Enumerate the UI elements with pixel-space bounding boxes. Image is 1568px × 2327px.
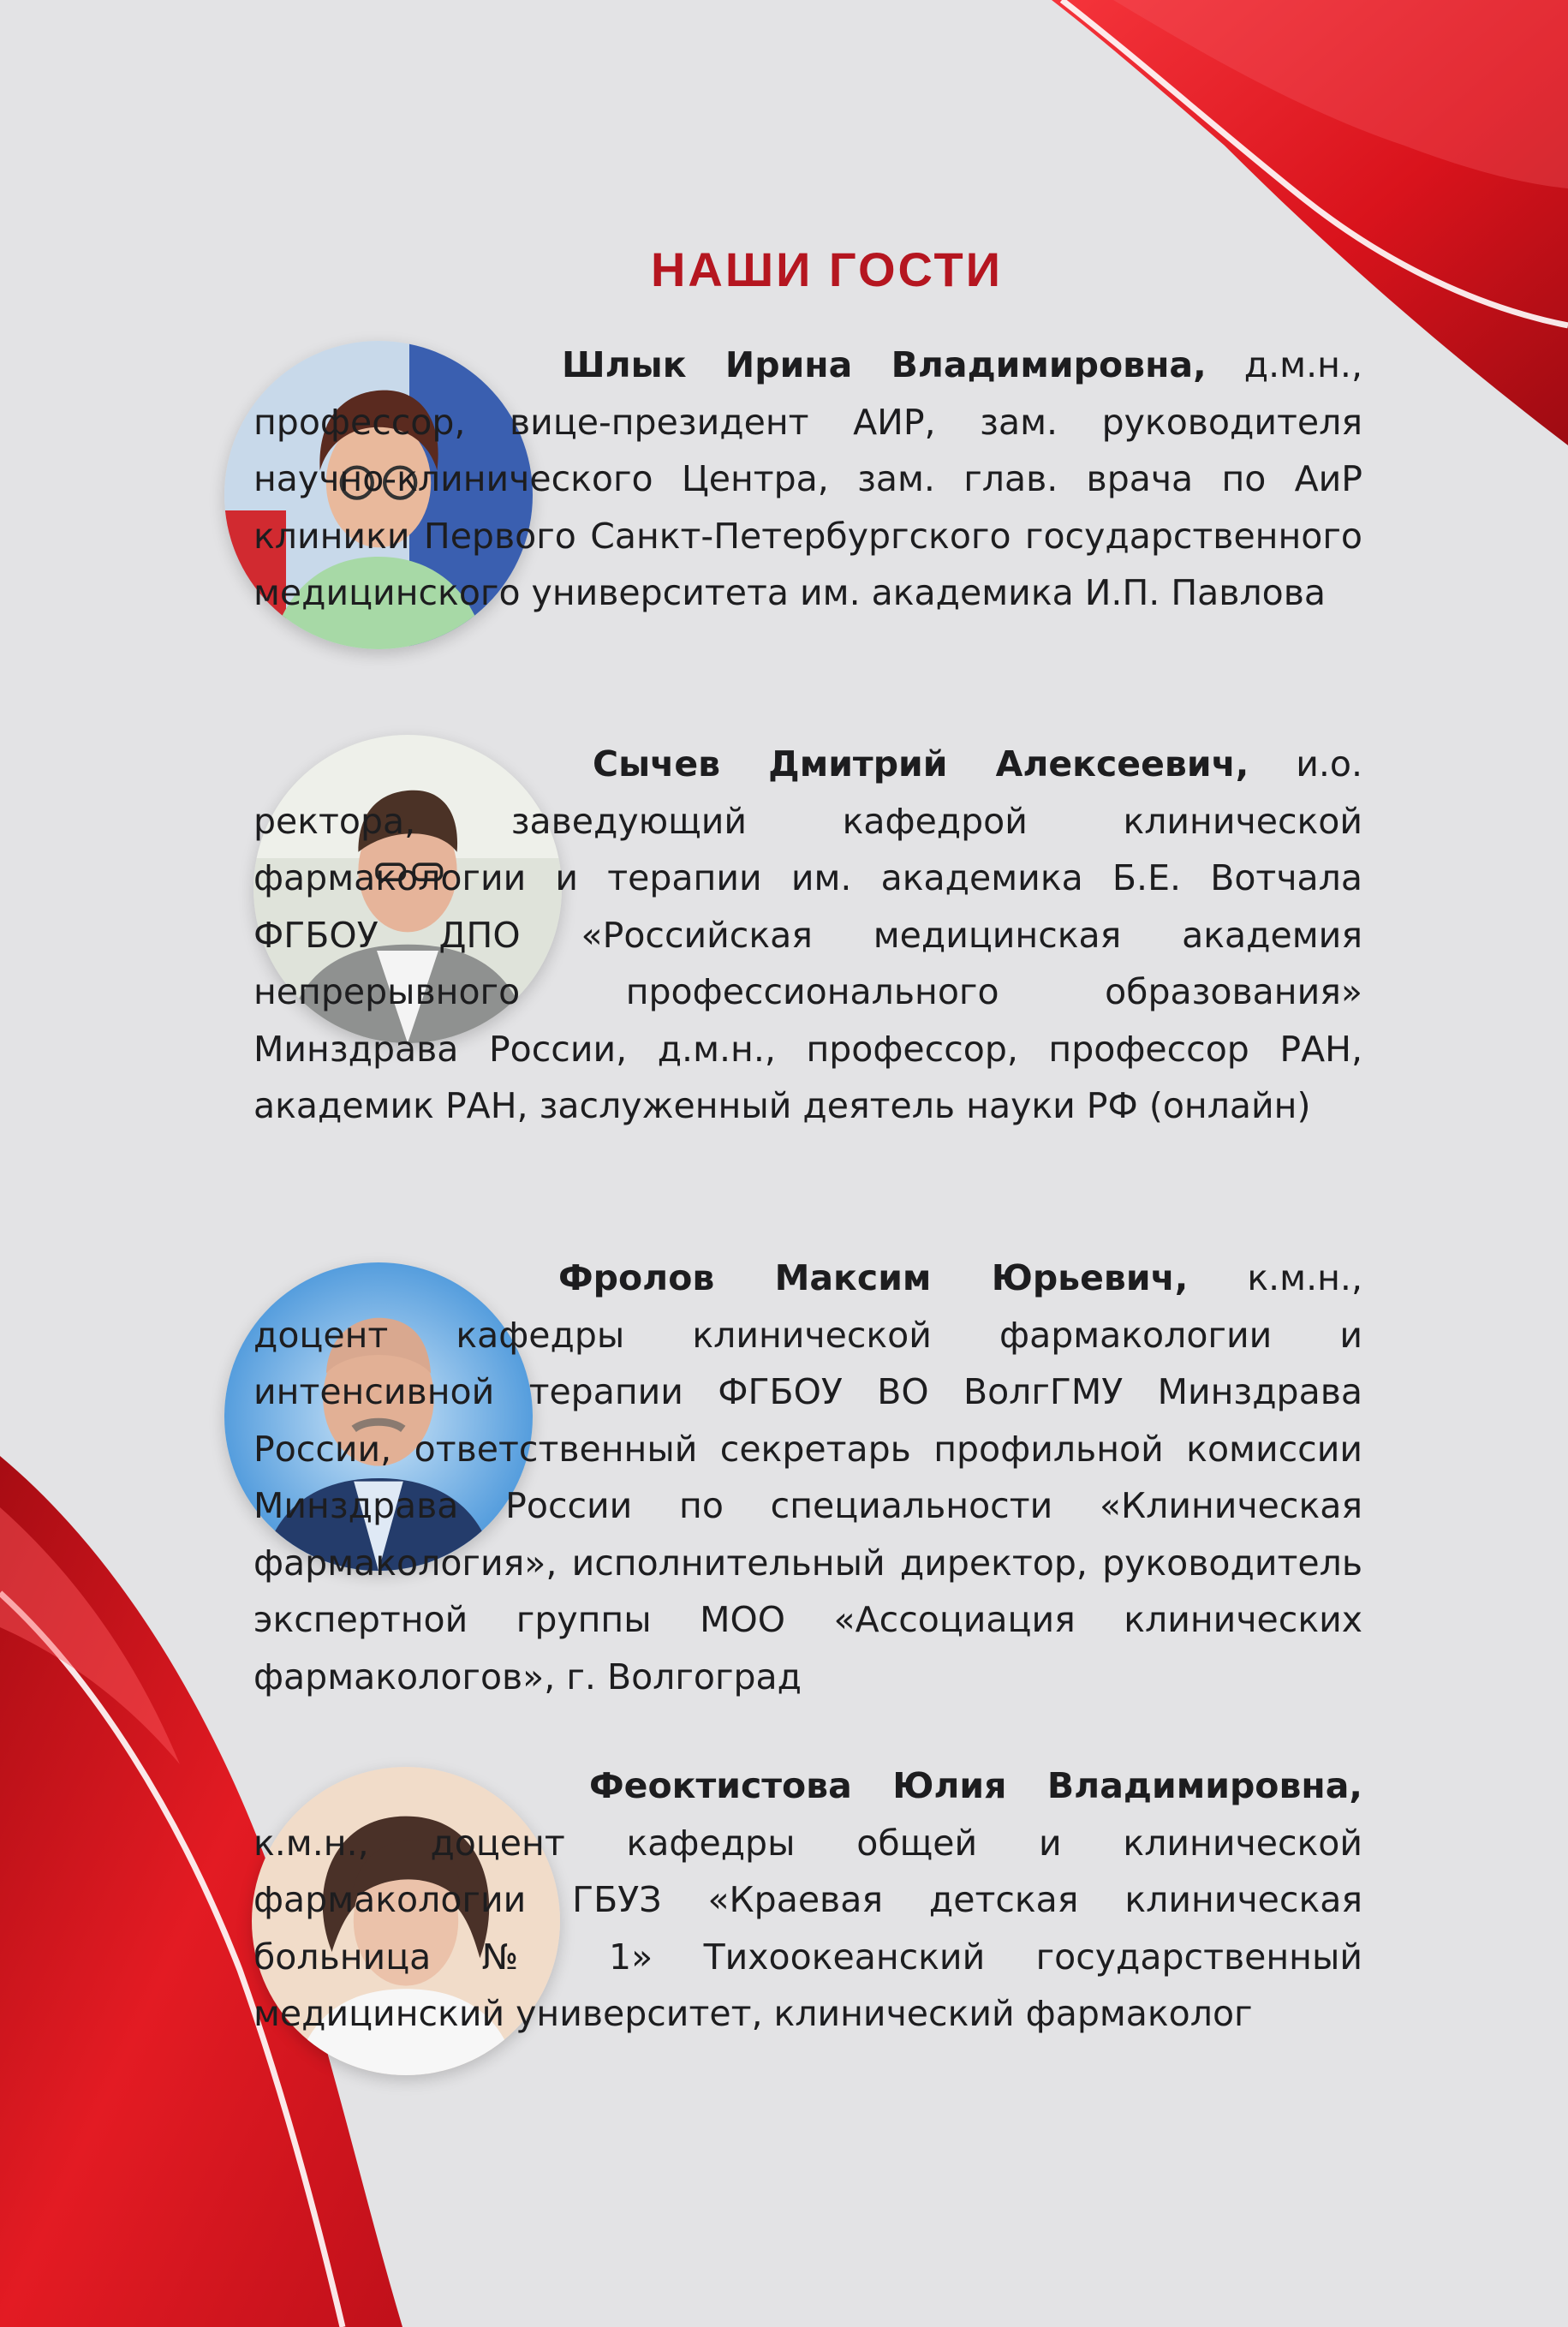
guest-description: к.м.н., доцент кафедры клинической фармакологии и интенсивной терапии ФГБОУ ВО ВолгГМУ Минздрава России, ответственный секретарь профильной комиссии Минздрава России по специальности «Клиническая фармакология», исполнительный директор, руководитель экспертной группы МОО «Ассоциация клинических фармакологов», г. Волгоград: [253, 1257, 1362, 1698]
guest-name: Фролов Максим Юрьевич,: [558, 1257, 1189, 1298]
page-title: НАШИ ГОСТИ: [650, 242, 1004, 296]
guest-name: Сычев Дмитрий Алексеевич,: [593, 743, 1249, 785]
guest-bio: [253, 1250, 1362, 1705]
guest-bio: [253, 736, 1362, 1135]
guest-description: к.м.н., доцент кафедры общей и клинической фармакологии ГБУЗ «Краевая детская клиническая больница № 1» Тихоокеанский государственный медицинский университет, клинический фармаколог: [253, 1822, 1362, 2034]
guest-bio: [253, 337, 1362, 622]
guest-description: д.м.н., профессор, вице-президент АИР, зам. руководителя научно-клинического Центра, зам. глав. врача по АиР клиники Первого Санкт-Петербургского государственного медицинского университета им. академика И.П. Павлова: [253, 344, 1362, 613]
guest-bio: [253, 1757, 1362, 2043]
guest-name: Феоктистова Юлия Владимировна,: [589, 1765, 1362, 1806]
guest-name: Шлык Ирина Владимировна,: [562, 344, 1207, 385]
guest-description: и.о. ректора, заведующий кафедрой клинической фармакологии и терапии им. академика Б.Е. Вотчала ФГБОУ ДПО «Российская медицинская академия непрерывного профессионального образования» Минздрава России, д.м.н., профессор, профессор РАН, академик РАН, заслуженный деятель науки РФ (онлайн): [253, 743, 1362, 1126]
